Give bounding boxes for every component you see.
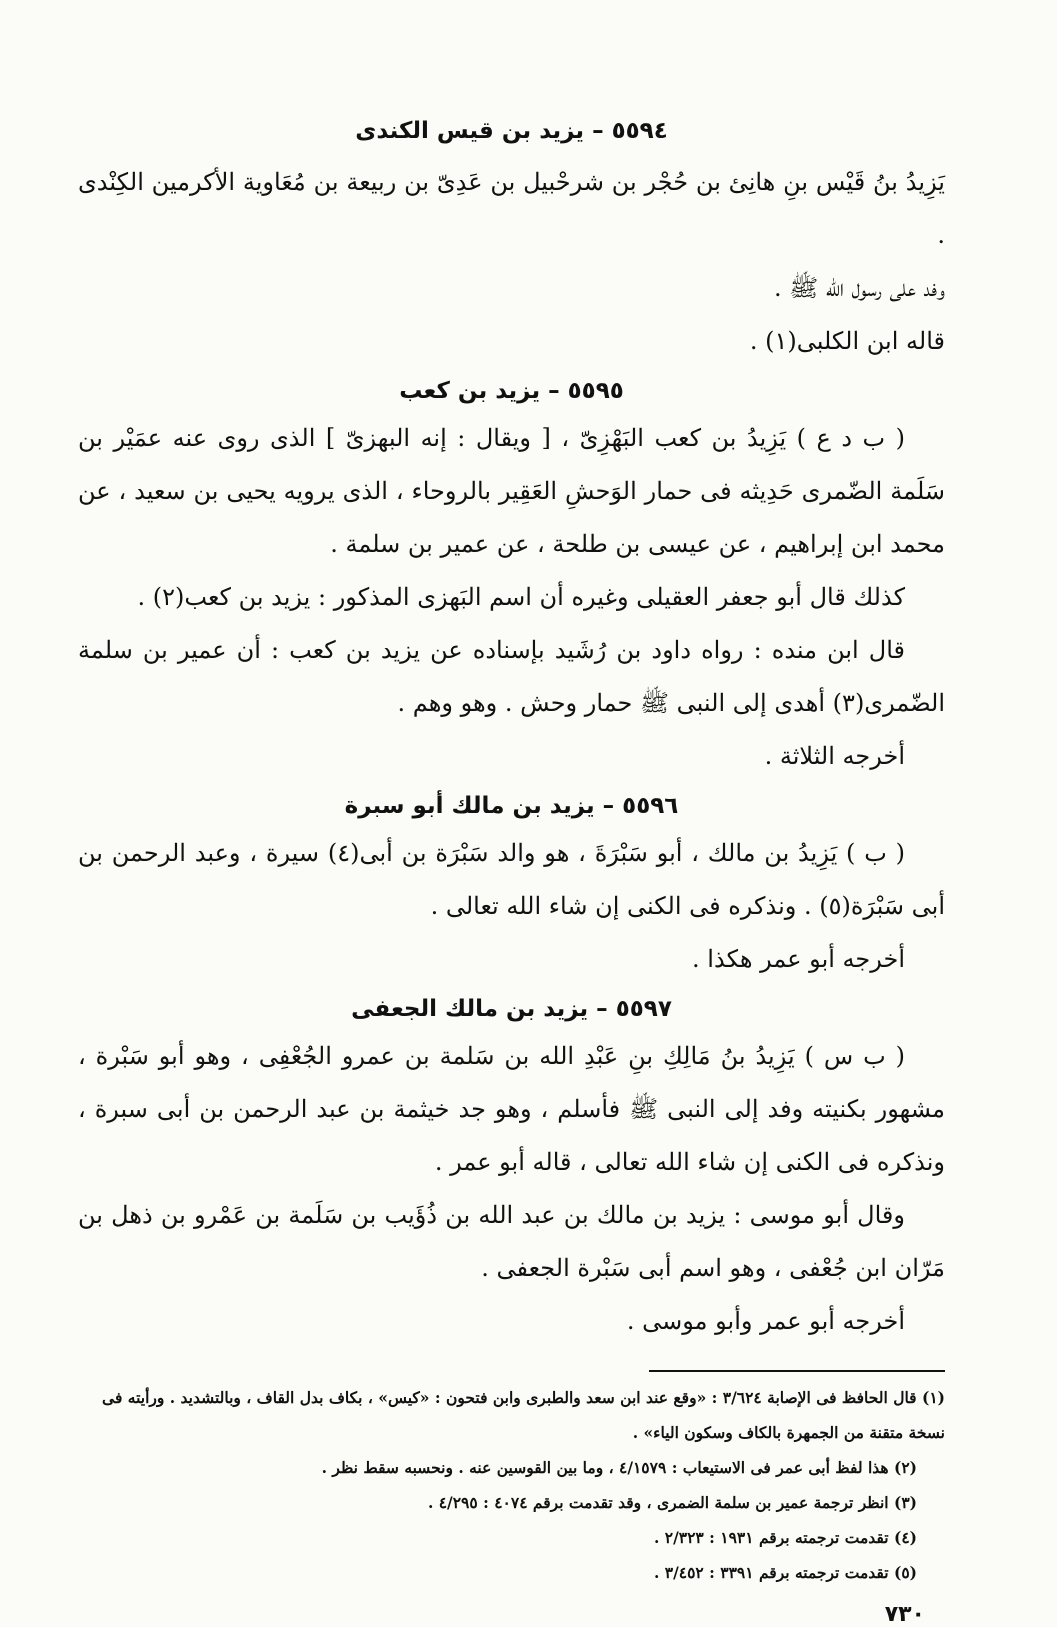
- entry-5595-paragraph-4: أخرجه الثلاثة .: [764, 742, 905, 770]
- entry-title-5594: ٥٥٩٤ – يزيد بن قيس الكندى: [355, 118, 668, 144]
- entry-5597-paragraph-1: ( ب س ) يَزِيدُ بنُ مَالِكِ بنِ عَبْدِ الله بن سَلمة بن عمرو الجُعْفِى ، وهو أبو سَبْرة ، مشهور بكنيته وفد إلى النبى ﷺ فأسلم ، وهو جد خيثمة بن عبد الرحمن بن أبى سبرة ، ونذكره فى الكنى إن شاء الله تعالى ، قاله أبو عمر .: [78, 1042, 945, 1176]
- entry-5596-paragraph-2: أخرجه أبو عمر هكذا .: [692, 945, 905, 973]
- entry-title-5596: ٥٥٩٦ – يزيد بن مالك أبو سبرة: [344, 793, 679, 819]
- entry-5597-paragraph-3: أخرجه أبو عمر وأبو موسى .: [626, 1307, 905, 1335]
- entry-5594-paragraph-2: وفد على رسول الله ﷺ .: [774, 274, 945, 302]
- entry-5597-paragraph-2: وقال أبو موسى : يزيد بن مالك بن عبد الله بن ذُؤَيب بن سَلَمة بن عَمْرو بن ذهل بن مَرّان ابن جُعْفى ، وهو اسم أبى سَبْرة الجعفى .: [78, 1201, 945, 1282]
- entry-title-5597: ٥٥٩٧ – يزيد بن مالك الجعفى: [351, 996, 672, 1022]
- footnote-2: (٢) هذا لفظ أبى عمر فى الاستيعاب : ٤/١٥٧٩ ، وما بين القوسين عنه . ونحسبه سقط نظر .: [321, 1458, 917, 1477]
- entry-5596-paragraph-1: ( ب ) يَزِيدُ بن مالك ، أبو سَبْرَةَ ، هو والد سَبْرَة بن أبى(٤) سيرة ، وعبد الرحمن بن أبى سَبْرَة(٥) . ونذكره فى الكنى إن شاء الله تعالى .: [78, 839, 945, 920]
- footnote-4: (٤) تقدمت ترجمته برقم ١٩٣١ : ٢/٣٢٣ .: [654, 1528, 917, 1547]
- footnote-3: (٣) انظر ترجمة عمير بن سلمة الضمرى ، وقد تقدمت برقم ٤٠٧٤ : ٤/٢٩٥ .: [427, 1493, 917, 1512]
- footnote-1: (١) قال الحافظ فى الإصابة ٣/٦٢٤ : «وقع عند ابن سعد والطبرى وابن فتحون : «كيس» ، بكاف بدل القاف ، وبالتشديد . ورأيته فى نسخة متقنة من الجمهرة بالكاف وسكون الياء» .: [102, 1388, 945, 1442]
- entry-5595-paragraph-3: قال ابن منده : رواه داود بن رُشَيد بإسناده عن يزيد بن كعب : أن عمير بن سلمة الضّمرى(٣) أهدى إلى النبى ﷺ حمار وحش . وهو وهم .: [78, 636, 945, 717]
- entry-5594-paragraph-1: يَزِيدُ بنُ قَيْس بنِ هانِئ بن حُجْر بن شرحْبيل بن عَدِىّ بن ربيعة بن مُعَاوية الأكرمين الكِنْدى .: [78, 168, 945, 249]
- footnote-5: (٥) تقدمت ترجمته برقم ٣٣٩١ : ٣/٤٥٢ .: [654, 1563, 917, 1582]
- entry-5595-paragraph-1: ( ب د ع ) يَزِيدُ بن كعب البَهْزِىّ ، [ ويقال : إنه البهزىّ ] الذى روى عنه عمَيْر بن سَلَمة الضّمرى حَدِيثه فى حمار الوَحشِ العَقِير بالروحاء ، الذى يرويه يحيى بن سعيد ، عن محمد ابن إبراهيم ، عن عيسى بن طلحة ، عن عمير بن سلمة .: [78, 424, 945, 558]
- footnote-divider: [649, 1370, 945, 1372]
- page-number: ٧٣٠: [884, 1602, 925, 1627]
- entry-title-5595: ٥٥٩٥ – يزيد بن كعب: [399, 378, 624, 404]
- entry-5594-paragraph-3: قاله ابن الكلبى(١) .: [749, 327, 945, 355]
- entry-5595-paragraph-2: كذلك قال أبو جعفر العقيلى وغيره أن اسم البَهزى المذكور : يزيد بن كعب(٢) .: [137, 583, 905, 611]
